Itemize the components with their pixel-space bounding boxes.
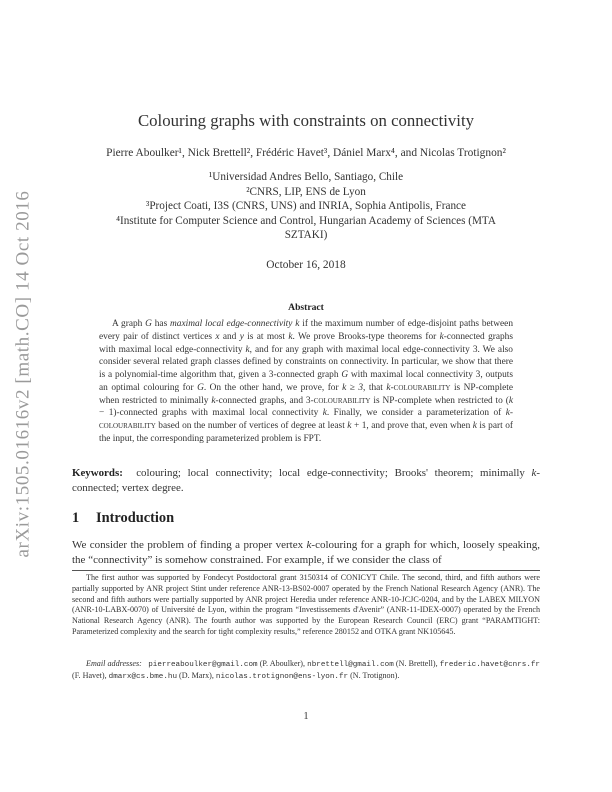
- email-label: Email addresses:: [86, 659, 142, 668]
- email-link[interactable]: nbrettell@gmail.com: [307, 661, 394, 669]
- funding-text: The first author was supported by Fondecyt Postdoctoral grant 3150314 of CONICYT Chile. The second, third, and fifth authors were partially supported by ANR project Stint under reference ANR-13-BS02-0007 operated by the French National Research Agency (ANR). The second and fifth authors were partially supported by ANR project Heredia under reference ANR-10-JCJC-0204, and by the LABEX MILYON (ANR-10-LABX-0070) of Université de Lyon, within the program “Investissements d'Avenir” (ANR-11-IDEX-0007) operated by the French National Research Agency (ANR). The fourth author was supported by the European Research Council (ERC) grant “PARAMTIGHT: Parameterized complexity and the search for tight complexity results,” reference 280152 and OTKA grant NK105645.: [72, 573, 540, 636]
- abstract-body: [99, 318, 513, 446]
- page-number: 1: [303, 711, 309, 722]
- email-footnote: Email addresses: pierreaboulker@gmail.com (P. Aboulker), nbrettell@gmail.com (N. Brettell), frederic.havet@cnrs.fr (F. Havet), dmarx@cs.bme.hu (D. Marx), nicolas.trotignon@ens-lyon.fr (N. Trotignon).: [72, 659, 540, 681]
- keywords: Keywords: colouring; local connectivity; local edge-connectivity; Brooks' theorem; minimally k-connected; vertex degree.: [72, 467, 540, 494]
- paper-title: Colouring graphs with constraints on connectivity: [137, 111, 475, 130]
- arxiv-identifier-sidebar: [10, 172, 36, 576]
- author-list: Pierre Aboulker¹, Nick Brettell², Frédéric Havet³, Dániel Marx⁴, and Nicolas Trotignon²: [106, 147, 506, 159]
- affiliation-3: ³Project Coati, I3S (CNRS, UNS) and INRIA, Sophia Antipolis, France: [145, 200, 466, 212]
- affiliation-1: ¹Universidad Andres Bello, Santiago, Chile: [208, 171, 404, 183]
- email-link[interactable]: frederic.havet@cnrs.fr: [439, 661, 540, 669]
- paper-date: October 16, 2018: [266, 259, 346, 271]
- footnote-rule: [72, 570, 540, 571]
- abstract-heading: Abstract: [288, 302, 324, 313]
- keywords-label: Keywords:: [72, 467, 123, 479]
- email-link[interactable]: pierreaboulker@gmail.com: [148, 661, 258, 669]
- intro-paragraph: We consider the problem of finding a proper vertex k-colouring for a graph for which, loosely speaking, the “connectivity” is somehow constrained. For example, if we consider the class of: [72, 539, 540, 566]
- affiliation-2: ²CNRS, LIP, ENS de Lyon: [246, 185, 366, 198]
- email-link[interactable]: dmarx@cs.bme.hu: [108, 672, 178, 681]
- affiliations: [72, 170, 540, 243]
- arxiv-id-text: arXiv:1505.01616v2 [math.CO] 14 Oct 2016: [12, 190, 34, 558]
- section-title: Introduction: [96, 510, 175, 526]
- section-heading: [72, 510, 174, 527]
- affiliation-4: ⁴Institute for Computer Science and Control, Hungarian Academy of Sciences (MTA: [116, 214, 496, 227]
- affiliation-4-cont: SZTAKI): [284, 229, 328, 241]
- email-link[interactable]: nicolas.trotignon@ens-lyon.fr: [215, 672, 349, 681]
- abstract-paragraph: A graph G has maximal local edge-connectivity k if the maximum number of edge-disjoint paths between every pair of distinct vertices x and y is at most k. We prove Brooks-type theorems for k-connected graphs with maximal local edge-connectivity k, and for any graph with maximal local edge-connectivity 3. We also consider several related graph classes defined by constraints on connectivity. In particular, we show that there is a polynomial-time algorithm that, given a 3-connected graph G with maximal local connectivity 3, outputs an optimal colouring for G. On the other hand, we prove, for k ≥ 3, that k-colourability is NP-complete when restricted to minimally k-connected graphs, and 3-colourability is NP-complete when restricted to (k − 1)-connected graphs with maximal local connectivity k. Finally, we consider a parameterization of k-colourability based on the number of vertices of degree at least k + 1, and prove that, even when k is part of the input, the corresponding parameterized problem is FPT.: [99, 319, 513, 444]
- funding-footnote: [72, 573, 540, 638]
- section-number: 1: [72, 510, 80, 526]
